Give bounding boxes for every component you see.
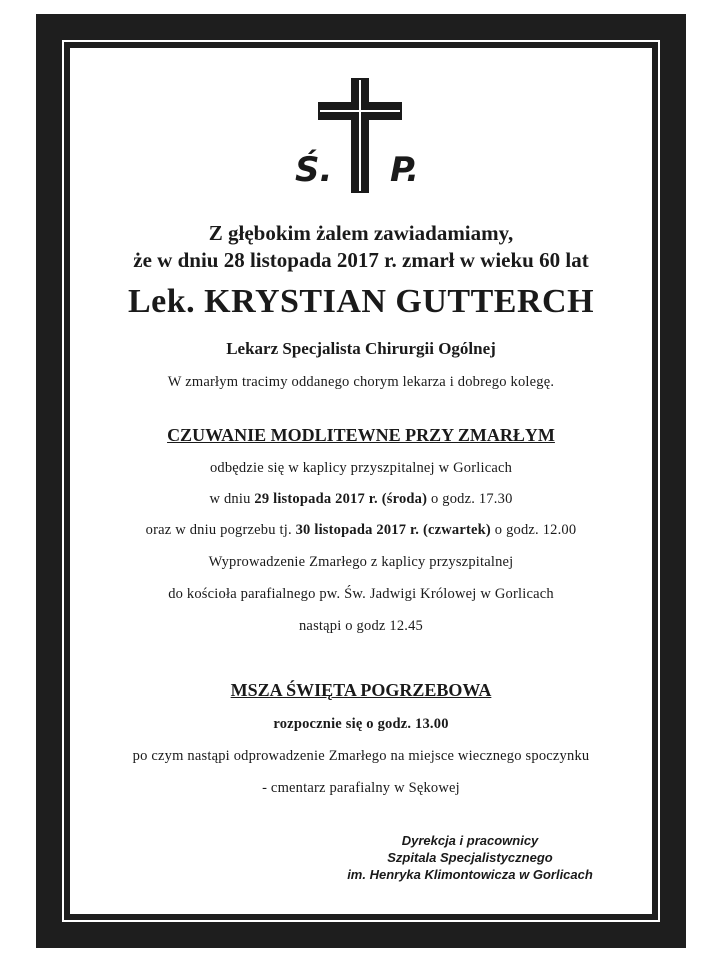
vigil-line-5: do kościoła parafialnego pw. Św. Jadwigi Królowej w Gorlicach <box>168 586 554 602</box>
vigil-date-1: 29 listopada 2017 r. (środa) <box>254 491 428 507</box>
mass-heading: MSZA ŚWIĘTA POGRZEBOWA <box>230 680 492 700</box>
sp-left-letter: Ś. <box>295 150 333 190</box>
vigil-line-2 <box>70 489 652 509</box>
signature-line-1: Dyrekcja i pracownicy <box>401 833 539 848</box>
vigil-line-1: odbędzie się w kaplicy przyszpitalnej w Gorlicach <box>209 460 513 476</box>
vigil-line-2-prefix: w dniu <box>209 491 255 507</box>
signature-line-2: Szpitala Specjalistycznego <box>387 850 553 865</box>
vigil-line-3-prefix: oraz w dniu pogrzebu tj. <box>145 522 296 538</box>
vigil-line-6: nastąpi o godz 12.45 <box>298 618 423 634</box>
vigil-date-2: 30 listopada 2017 r. (czwartek) <box>295 522 491 538</box>
sp-right-letter: P. <box>390 150 420 190</box>
deceased-specialty: Lekarz Specjalista Chirurgii Ogólnej <box>226 339 496 358</box>
signature-line-3: im. Henryka Klimontowicza w Gorlicach <box>347 867 593 882</box>
vigil-line-4: Wyprowadzenie Zmarłego z kaplicy przyszpitalnej <box>208 554 514 570</box>
vigil-time-2: o godz. 12.00 <box>490 522 577 538</box>
mass-line-2: po czym nastąpi odprowadzenie Zmarłego na miejsce wiecznego spoczynku <box>132 748 590 764</box>
mass-line-1: rozpocznie się o godz. 13.00 <box>273 716 449 732</box>
intro-line-2: że w dniu 28 listopada 2017 r. zmarł w wieku 60 lat <box>133 248 589 272</box>
intro-line-1: Z głębokim żalem zawiadamiamy, <box>208 221 514 245</box>
vigil-line-3 <box>70 520 652 540</box>
vigil-time-1: o godz. 17.30 <box>427 491 513 507</box>
vigil-heading: CZUWANIE MODLITEWNE PRZY ZMARŁYM <box>167 425 555 445</box>
deceased-name: Lek. KRYSTIAN GUTTERCH <box>127 283 595 320</box>
tribute-text: W zmarłym tracimy oddanego chorym lekarza i dobrego kolegę. <box>167 374 555 390</box>
mass-line-3: - cmentarz parafialny w Sękowej <box>262 780 460 796</box>
